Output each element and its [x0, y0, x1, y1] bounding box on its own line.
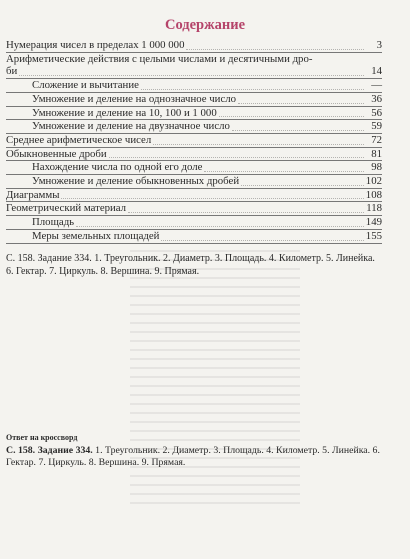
toc-entry-title: Меры земельных площадей — [32, 229, 160, 242]
dot-leader — [204, 171, 364, 172]
toc-entry-title: Умножение и деление на однозначное число — [32, 92, 237, 105]
dot-leader — [109, 157, 364, 158]
answer-heading: Ответ на кроссворд — [6, 433, 78, 442]
dot-leader — [238, 103, 364, 104]
toc-entry-page: 56 — [371, 106, 382, 119]
toc-entry-page: — — [371, 79, 382, 92]
toc-entry-page: 81 — [371, 147, 382, 160]
toc-entry-page: 102 — [365, 175, 382, 188]
toc-entry-title: Обыкновенные дроби — [6, 147, 107, 160]
dot-leader — [161, 240, 363, 241]
crossword-note-text: С. 158. Задание 334. 1. Треугольник. 2. Диаметр. 3. Площадь. 4. Километр. 5. Линейка. 6. Гектар. 7. Циркуль. 8. Вершина. 9. Прямая. — [6, 253, 375, 277]
toc-entry-title: Умножение и деление на 10, 100 и 1 000 — [32, 106, 217, 119]
dot-leader — [241, 185, 364, 186]
toc-entry-continuation — [6, 65, 382, 78]
toc-entry-title: Диаграммы — [6, 188, 60, 201]
toc-entry — [6, 148, 382, 161]
dot-leader — [19, 75, 364, 76]
answer-text: 1. Треугольник. 2. Диаметр. 3. Площадь. 4. Километр. 5. Линейка. 6. Гектар. 7. Циркуль. 8. Вершина. 9. Прямая. — [6, 445, 380, 469]
answer-reference: С. 158. Задание 334. — [6, 445, 93, 456]
toc-entry-page: 155 — [365, 229, 382, 242]
toc-entry — [6, 202, 382, 215]
toc-subentry — [6, 79, 382, 92]
toc-entry-title-cont: би — [6, 65, 18, 78]
toc-entry-title: Площадь — [32, 216, 75, 229]
dot-leader — [61, 198, 363, 199]
toc-entry-title: Среднее арифметическое чисел — [6, 133, 152, 146]
toc-entry — [6, 53, 382, 66]
page-title: Содержание — [164, 17, 246, 33]
toc-subentry — [6, 216, 382, 229]
toc-entry — [6, 134, 382, 147]
toc-entry-title: Умножение и деление на двузначное число — [32, 120, 230, 133]
toc-entry-title: Умножение и деление обыкновенных дробей — [32, 175, 240, 188]
toc-entry — [6, 189, 382, 202]
toc-subentry — [6, 175, 382, 188]
toc-entry-page: 98 — [371, 161, 382, 174]
crossword-note — [6, 253, 384, 278]
dot-leader — [232, 130, 364, 131]
toc-entry-page: 149 — [365, 216, 382, 229]
toc-entry-page: 118 — [366, 202, 382, 215]
toc-subentry — [6, 161, 382, 174]
toc-subentry — [6, 107, 382, 120]
toc-entry-page: 72 — [371, 133, 382, 146]
toc-subentry — [6, 93, 382, 106]
table-of-contents — [6, 39, 382, 244]
toc-entry — [6, 39, 382, 52]
toc-entry-title: Геометрический материал — [6, 202, 127, 215]
toc-entry-title: Нахождение числа по одной его доле — [32, 161, 203, 174]
toc-subentry — [6, 230, 382, 243]
dot-leader — [141, 89, 364, 90]
toc-entry-page: 3 — [376, 39, 382, 51]
dot-leader — [219, 116, 364, 117]
answer-block — [6, 445, 391, 469]
toc-entry-title: Арифметические действия с целыми числами и десятичными дро- — [6, 52, 313, 65]
toc-entry-page: 36 — [371, 92, 382, 105]
toc-entry-page: 14 — [371, 65, 382, 78]
toc-entry-page: 108 — [365, 188, 382, 201]
toc-subentry — [6, 120, 382, 133]
dot-leader — [76, 226, 364, 227]
toc-entry-title: Сложение и вычитание — [32, 79, 139, 92]
row-divider — [6, 243, 382, 244]
toc-entry-page: 59 — [371, 120, 382, 133]
toc-entry-title: Нумерация чисел в пределах 1 000 000 — [6, 39, 185, 51]
dot-leader — [186, 49, 364, 50]
dot-leader — [128, 212, 364, 213]
dot-leader — [153, 144, 364, 145]
bleed-through-text — [130, 250, 300, 510]
